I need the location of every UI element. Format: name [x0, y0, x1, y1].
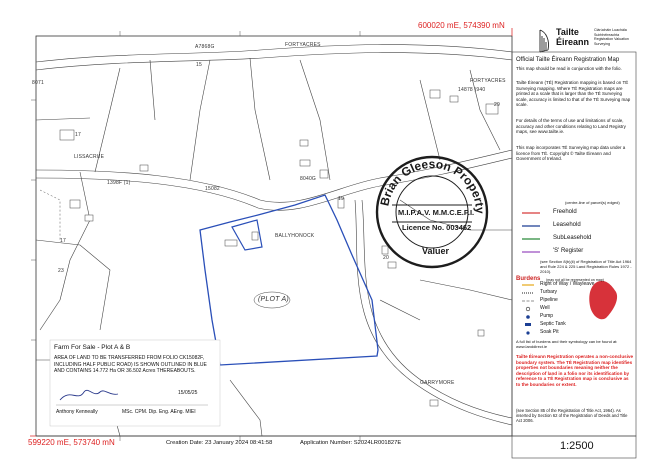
panel-p2: For details of the terms of use and limitations of scale, accuracy and other conditions relating to Land Registry maps, see www.tailte.ie. — [516, 118, 626, 134]
panel-p3: This map incorporates TÉ Surveying map data under a licence from TÉ. Copyright © Tailte Éireann and Government of Ireland. — [516, 145, 626, 161]
legend-freehold: Freehold — [553, 209, 577, 215]
sale-credentials: MSc. CPM. Dip. Eng. AEng. MIEI — [122, 409, 196, 415]
burdens-note: (may not all be represented on map) — [546, 278, 604, 282]
label-fortyacres-top: FORTYACRES — [285, 42, 321, 48]
label-parcel-8071: 8071 — [32, 80, 44, 86]
brand-eireann: Éireann — [556, 37, 590, 47]
label-parcel-17a: 17 — [75, 132, 81, 138]
map-scale: 1:2500 — [560, 440, 594, 452]
coord-top-right: 600020 mE, 574390 mN — [418, 21, 505, 30]
burden-pump-symbol — [526, 315, 530, 319]
legend-leasehold: Leasehold — [553, 222, 581, 228]
sale-signatory: Anthony Kenneally — [56, 409, 98, 415]
application-number: Application Number: S2024LR001827E — [300, 440, 402, 446]
label-parcel-29: 29 — [494, 102, 500, 108]
label-lissacrue: LISSACRUE — [74, 154, 105, 160]
panel-intro: This map should be read in conjunction with the folio. — [516, 66, 622, 71]
burdens-title: Burdens — [516, 276, 541, 282]
harp-logo — [540, 30, 549, 52]
sale-date: 15/05/25 — [178, 390, 198, 396]
label-parcel-15: 15 — [196, 62, 202, 68]
legend-sregister: 'S' Register — [553, 248, 584, 254]
stamp-line-1: M.I.P.A.V. M.M.C.E.P.I. — [398, 208, 475, 217]
burden-soakpit-symbol — [526, 331, 529, 334]
label-parcel-8040: 8040G — [300, 176, 317, 182]
burden-pump-label: Pump — [540, 313, 554, 319]
label-parcel-20: 20 — [383, 255, 389, 261]
burden-pipeline-label: Pipeline — [540, 297, 558, 303]
sale-title: Farm For Sale - Plot A & B — [54, 344, 131, 351]
label-parcel-14878: 14878 )940 — [458, 87, 486, 93]
panel-title: Official Tailte Éireann Registration Map — [516, 57, 620, 63]
label-parcel-23: 23 — [58, 268, 64, 274]
sale-body: AREA OF LAND TO BE TRANSFERRED FROM FOLIO CK15082F, INCLUDING HALF PUBLIC ROAD) IS SHOWN OUTLINED IN BLUE AND CONTAINS 14.772 Ha OR 36.502 Acres THEREABOUTS. — [54, 355, 207, 374]
stamp-line-2: Licence No. 003462 — [402, 223, 472, 232]
label-fortyacres-right: FORTYACRES — [470, 78, 506, 84]
burden-septic-label: Septic Tank — [540, 321, 566, 327]
burden-row-label: Right of Way / Wayleave — [540, 281, 595, 287]
label-ballyhonock: BALLYHONOCK — [275, 233, 315, 239]
label-plot-a: (PLOT A) — [258, 296, 289, 303]
label-parcel-15082: 15082 — [205, 186, 220, 192]
legend-centre-note: (centre-line of parcel(s) edged) — [565, 200, 620, 205]
burden-soakpit-label: Soak Pit — [540, 329, 559, 335]
panel-p1: Tailte Éireann (TÉ) Registration mapping is based on TÉ Surveying mapping. Where TÉ Registration maps are printed at a scale that is larger than the TÉ Surveying scale, accuracy is limited to that of the TÉ Surveying map scale. — [516, 80, 631, 107]
boundary-warning: Tailte Éireann Registration operates a non-conclusive boundary system. The TÉ Registration map identifies properties not boundaries meaning neither the description of land in a folio nor its identification by reference to a TÉ Registration map is conclusive as to the boundaries or extent. — [516, 354, 634, 387]
label-garrymore: GARRYMORE — [420, 380, 455, 386]
legend-subleasehold: SubLeasehold — [553, 235, 592, 241]
label-parcel-1398: 1398F (1) — [107, 180, 131, 186]
boundary-footnote: (see Section 85 of the Registration of Title Act, 1964). As inserted by Section 62 of the Registration of Deeds and Title Act 2006. — [516, 408, 628, 424]
legend-section-note: (see Section 8(b)(ii) of Registration of Title Act 1964 and Rule 224 & 225 Land Registration Rules 1972 - 2010). — [540, 259, 632, 274]
burden-turbary-label: Turbary — [540, 289, 558, 295]
burden-footer: A full list of burdens and their symbology can be found at: www.landdirect.ie — [516, 339, 618, 349]
label-parcel-19: 19 — [338, 196, 344, 202]
creation-date: Creation Date: 23 January 2024 08:41:58 — [166, 440, 273, 446]
burden-well-label: Well — [540, 305, 550, 311]
brand-sub: Clárúcháin Luachála Suirbhéireachta Registration Valuation Surveying — [594, 28, 629, 46]
stamp-arc-text: Brian Gleeson Property — [377, 156, 488, 214]
coord-bottom-left: 599220 mE, 573740 mN — [28, 438, 115, 447]
label-parcel-17b: 17 — [60, 238, 66, 244]
burden-septic-symbol — [525, 323, 531, 326]
stamp-line-3: Valuer — [422, 246, 450, 256]
brand-tailte: Tailte — [556, 27, 579, 37]
burden-well-symbol — [526, 307, 530, 311]
label-parcel-a7868: A7868G — [195, 44, 215, 50]
